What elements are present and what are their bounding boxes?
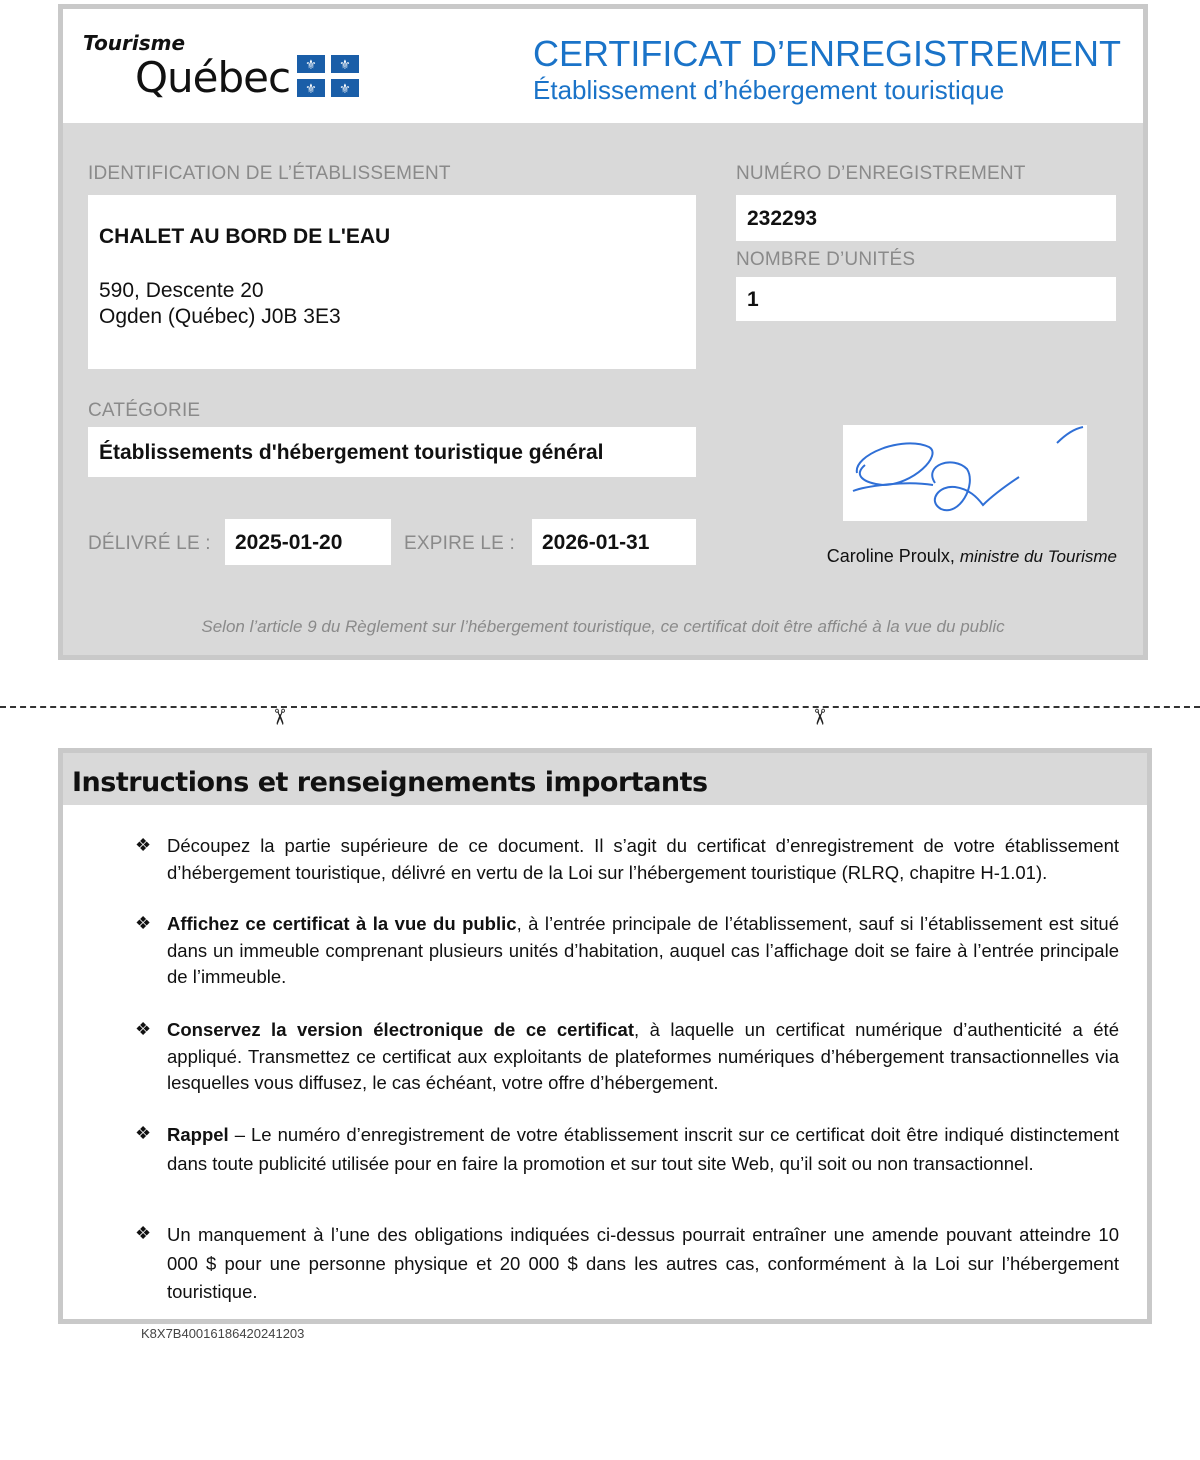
identification-box (88, 195, 696, 369)
units-value: 1 (747, 288, 759, 311)
issued-date: 2025-01-20 (235, 531, 343, 554)
registration-box (736, 195, 1116, 241)
units-box (736, 277, 1116, 321)
registration-label: NUMÉRO D’ENREGISTREMENT (736, 163, 1026, 184)
certificate-header (63, 9, 1143, 123)
bullet-icon: ❖ (135, 1223, 152, 1243)
expires-date: 2026-01-31 (542, 531, 650, 554)
cut-line (0, 706, 1200, 708)
instruction-text: Découpez la partie supérieure de ce document. Il s’agit du certificat d’enregistrement de votre établissement d’hébergement touristique, délivré en vertu de la Loi sur l’hébergement touristique (RLRQ, chapitre H-1.01). (167, 835, 1119, 883)
signature (843, 425, 1087, 521)
issued-label: DÉLIVRÉ LE : (88, 533, 211, 554)
instruction-item-5 (167, 1221, 1119, 1307)
issued-box (225, 519, 391, 565)
instruction-text: Un manquement à l’une des obligations indiquées ci-dessus pourrait entraîner une amende pouvant atteindre 10 000 $ pour une personne physique et 20 000 $ dans les autres cas, conformément à la Loi sur l’hébergement touristique. (167, 1224, 1119, 1302)
scissors-icon: ✂ (807, 707, 833, 727)
signatory (827, 546, 1117, 567)
instructions-title: Instructions et renseignements importants (72, 767, 708, 798)
svg-text:⚜: ⚜ (339, 58, 351, 73)
svg-text:⚜: ⚜ (305, 82, 317, 97)
certificate-note: Selon l’article 9 du Règlement sur l’hébergement touristique, ce certificat doit être affiché à la vue du public (201, 617, 1005, 636)
expires-label: EXPIRE LE : (404, 533, 515, 554)
instruction-bold: Affichez ce certificat à la vue du public (167, 913, 517, 934)
svg-text:⚜: ⚜ (305, 58, 317, 73)
category-value: Établissements d'hébergement touristique général (99, 441, 604, 464)
svg-text:⚜: ⚜ (339, 82, 351, 97)
logo-tourisme: Tourisme (83, 31, 186, 55)
identification-label: IDENTIFICATION DE L’ÉTABLISSEMENT (88, 163, 451, 184)
instruction-bold: Conservez la version électronique de ce certificat (167, 1019, 634, 1040)
instruction-text: , à laquelle un certificat numérique d’authenticité a été appliqué. Transmettez ce certificat aux exploitants de plateformes numériques d’hébergement transactionnelles via lesquelles vous diffusez, le cas échéant, votre offre d’hébergement. (167, 1019, 1119, 1093)
bullet-icon: ❖ (135, 1123, 152, 1143)
establishment-name: CHALET AU BORD DE L'EAU (99, 225, 391, 248)
instruction-item-4 (167, 1121, 1119, 1178)
address-line-1: 590, Descente 20 (99, 279, 264, 302)
bullet-icon: ❖ (135, 835, 152, 855)
registration-number: 232293 (747, 207, 818, 230)
instruction-item-3 (167, 1017, 1119, 1097)
certificate (58, 4, 1148, 660)
signatory-name: Caroline Proulx, (826, 546, 955, 566)
units-label: NOMBRE D’UNITÉS (736, 249, 916, 270)
expires-box (532, 519, 696, 565)
instruction-text: , à l’entrée principale de l’établissement, sauf si l’établissement est situé dans un immeuble comprenant plusieurs unités d’habitation, auquel cas l’affichage doit se faire à l’entrée principale de l’immeuble. (167, 913, 1120, 987)
category-box (88, 427, 696, 477)
instruction-text: – Le numéro d’enregistrement de votre établissement inscrit sur ce certificat doit être indiqué distinctement dans toute publicité utilisée pour en faire la promotion et sur tout site Web, qu’il soit ou non transactionnel. (167, 1124, 1119, 1174)
bullet-icon: ❖ (135, 913, 152, 933)
certificate-subtitle: Établissement d’hébergement touristique (533, 75, 1005, 105)
instruction-bold: Rappel (167, 1124, 229, 1145)
category-label: CATÉGORIE (88, 400, 201, 421)
document-code: K8X7B40016186420241203 (141, 1326, 305, 1341)
bullet-icon: ❖ (135, 1019, 152, 1039)
certificate-title: CERTIFICAT D’ENREGISTREMENT (533, 33, 1122, 74)
quebec-flag-icon (297, 55, 359, 97)
instruction-item-1 (167, 833, 1119, 886)
address-line-2: Ogden (Québec) J0B 3E3 (99, 305, 341, 328)
logo-quebec: Québec (135, 53, 291, 102)
signature-drawing (843, 425, 1087, 521)
instructions-panel (58, 748, 1152, 1324)
signatory-title: ministre du Tourisme (959, 547, 1117, 566)
scissors-icon: ✂ (267, 707, 293, 727)
instruction-item-2 (167, 911, 1119, 991)
instructions-header (63, 753, 1147, 805)
